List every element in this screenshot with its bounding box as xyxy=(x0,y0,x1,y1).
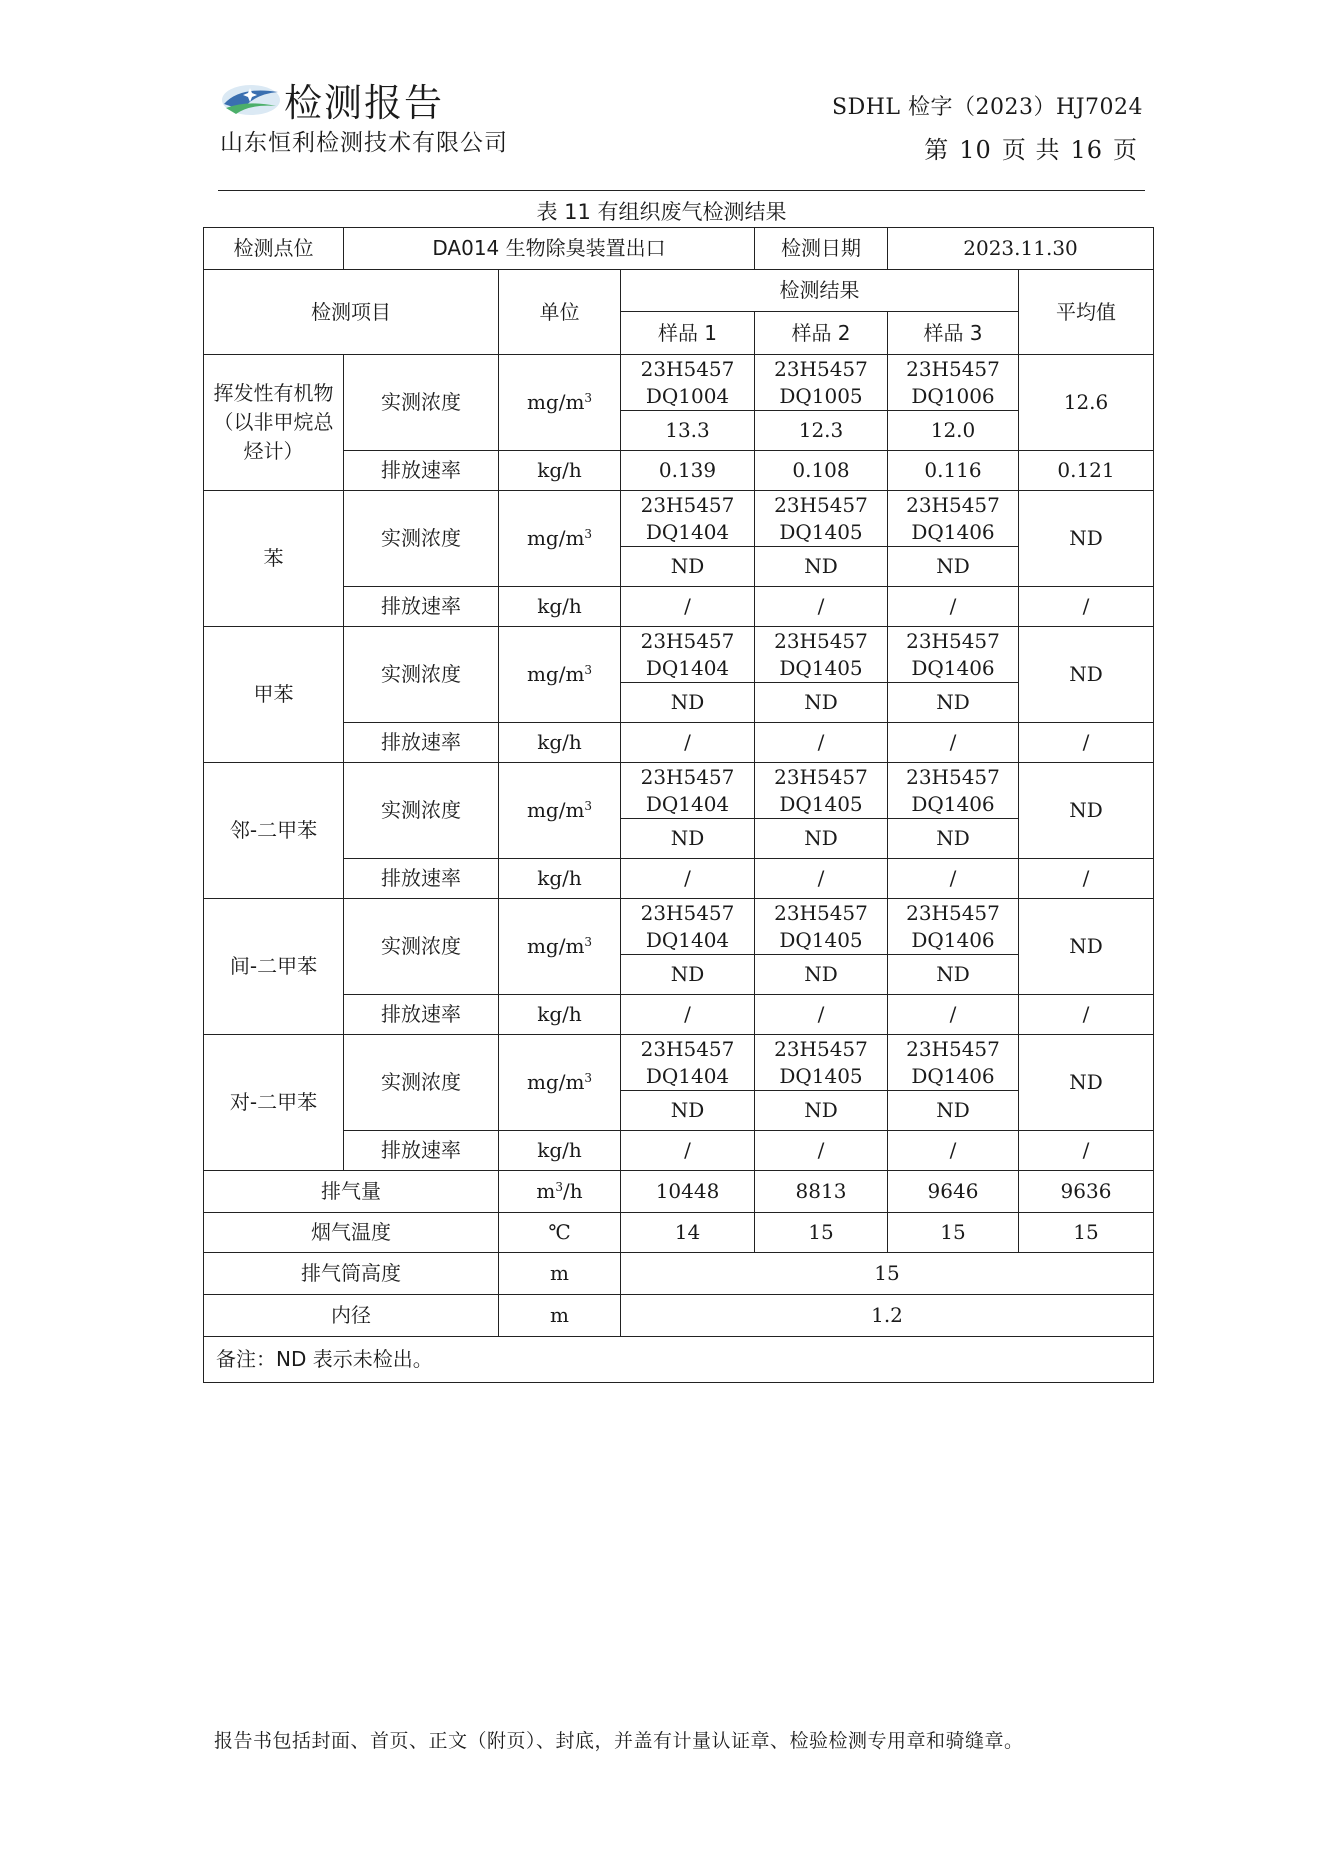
conc-average: ND xyxy=(1019,1035,1154,1131)
substance-code-row xyxy=(204,763,1154,819)
sample-code-2 xyxy=(755,627,888,683)
sample-code-line1: 23H5457 xyxy=(640,628,735,653)
sample-code-line1: 23H5457 xyxy=(906,764,1000,789)
results-table xyxy=(203,227,1154,1383)
rate-average: / xyxy=(1019,587,1154,627)
conc-value-2: ND xyxy=(755,955,888,995)
rate-value-2: / xyxy=(755,995,888,1035)
conc-value-3: ND xyxy=(888,547,1019,587)
conc-label: 实测浓度 xyxy=(344,627,499,723)
conc-average: ND xyxy=(1019,899,1154,995)
rate-average: / xyxy=(1019,995,1154,1035)
temperature-row xyxy=(204,1213,1154,1253)
rate-average: 0.121 xyxy=(1019,451,1154,491)
sample-code-line1: 23H5457 xyxy=(906,900,1000,925)
sample-code-line1: 23H5457 xyxy=(774,900,868,925)
sample-code-line1: 23H5457 xyxy=(906,1036,1000,1061)
conc-unit xyxy=(499,491,621,587)
substance-name: 对-二甲苯 xyxy=(204,1035,344,1171)
rate-unit: kg/h xyxy=(499,995,621,1035)
substance-name: 间-二甲苯 xyxy=(204,899,344,1035)
rate-value-1: / xyxy=(621,995,755,1035)
conc-average: ND xyxy=(1019,491,1154,587)
rate-value-1: / xyxy=(621,723,755,763)
conc-unit-base: mg/m xyxy=(526,1070,585,1094)
info-row xyxy=(204,228,1154,270)
exhaust-unit-base: m xyxy=(536,1179,556,1203)
rate-unit: kg/h xyxy=(499,723,621,763)
stack-height-unit: m xyxy=(499,1253,621,1295)
sample-code-line2: DQ1004 xyxy=(645,383,730,408)
page-current: 10 xyxy=(959,136,992,164)
conc-unit-sup: 3 xyxy=(584,1071,593,1085)
sample-code-line1: 23H5457 xyxy=(640,1036,735,1061)
sample-code-1 xyxy=(621,1035,755,1091)
stack-height-value: 15 xyxy=(621,1253,1154,1295)
sample-code-line1: 23H5457 xyxy=(640,356,735,381)
conc-value-2: ND xyxy=(755,547,888,587)
substance-name: 苯 xyxy=(204,491,344,627)
page-total: 16 xyxy=(1070,136,1103,164)
conc-value-3: ND xyxy=(888,1091,1019,1131)
rate-average: / xyxy=(1019,859,1154,899)
rate-value-2: / xyxy=(755,587,888,627)
rate-value-2: / xyxy=(755,1131,888,1171)
conc-unit xyxy=(499,899,621,995)
rate-label: 排放速率 xyxy=(344,995,499,1035)
sample-code-line2: DQ1406 xyxy=(911,519,995,544)
table-caption: 表 11 有组织废气检测结果 xyxy=(536,200,787,224)
rate-row xyxy=(204,859,1154,899)
rate-label: 排放速率 xyxy=(344,587,499,627)
inner-diameter-unit: m xyxy=(499,1295,621,1337)
sample-code-line2: DQ1404 xyxy=(645,927,730,952)
rate-value-3: 0.116 xyxy=(888,451,1019,491)
rate-value-3: / xyxy=(888,859,1019,899)
exhaust-unit xyxy=(499,1171,621,1213)
sample-code-line2: DQ1406 xyxy=(911,927,995,952)
results-table-body xyxy=(204,228,1154,1383)
date-label: 检测日期 xyxy=(755,228,888,270)
page-suffix: 页 xyxy=(1113,136,1138,164)
sample-header-3: 样品 3 xyxy=(888,312,1019,355)
sample-header-1: 样品 1 xyxy=(621,312,755,355)
conc-value-2: ND xyxy=(755,1091,888,1131)
temperature-value-1: 14 xyxy=(621,1213,755,1253)
conc-value-2: ND xyxy=(755,819,888,859)
rate-value-1: / xyxy=(621,1131,755,1171)
sample-code-line2: DQ1405 xyxy=(779,927,863,952)
conc-value-3: 12.0 xyxy=(888,411,1019,451)
stack-height-label: 排气筒高度 xyxy=(204,1253,499,1295)
sample-code-line1: 23H5457 xyxy=(640,900,735,925)
sample-code-line2: DQ1405 xyxy=(779,519,863,544)
sample-code-line2: DQ1406 xyxy=(911,655,995,680)
substance-name: 邻-二甲苯 xyxy=(204,763,344,899)
sample-code-line1: 23H5457 xyxy=(906,492,1000,517)
exhaust-average: 9636 xyxy=(1019,1171,1154,1213)
sample-code-line2: DQ1404 xyxy=(645,655,730,680)
substance-name: 甲苯 xyxy=(204,627,344,763)
sample-code-3 xyxy=(888,491,1019,547)
date-value: 2023.11.30 xyxy=(888,228,1154,270)
conc-value-3: ND xyxy=(888,683,1019,723)
sample-code-line1: 23H5457 xyxy=(906,628,1000,653)
unit-header: 单位 xyxy=(499,270,621,355)
conc-unit-base: mg/m xyxy=(526,662,585,686)
exhaust-value-1: 10448 xyxy=(621,1171,755,1213)
temperature-average: 15 xyxy=(1019,1213,1154,1253)
table-note: 备注：ND 表示未检出。 xyxy=(204,1337,1154,1383)
sample-code-1 xyxy=(621,763,755,819)
sample-code-1 xyxy=(621,899,755,955)
rate-value-1: 0.139 xyxy=(621,451,755,491)
result-header: 检测结果 xyxy=(621,270,1019,312)
temperature-label: 烟气温度 xyxy=(204,1213,499,1253)
sample-code-2 xyxy=(755,1035,888,1091)
rate-value-1: / xyxy=(621,859,755,899)
inner-diameter-label: 内径 xyxy=(204,1295,499,1337)
substance-name: 挥发性有机物（以非甲烷总烃计） xyxy=(204,355,344,491)
inner-diameter-row xyxy=(204,1295,1154,1337)
exhaust-unit-sup: 3 xyxy=(555,1180,563,1194)
conc-value-1: ND xyxy=(621,683,755,723)
rate-value-1: / xyxy=(621,587,755,627)
sample-code-line1: 23H5457 xyxy=(774,1036,868,1061)
conc-unit-sup: 3 xyxy=(584,663,593,677)
rate-unit: kg/h xyxy=(499,451,621,491)
sample-code-3 xyxy=(888,899,1019,955)
conc-average: 12.6 xyxy=(1019,355,1154,451)
sample-code-3 xyxy=(888,1035,1019,1091)
conc-value-2: ND xyxy=(755,683,888,723)
rate-average: / xyxy=(1019,1131,1154,1171)
sample-code-line1: 23H5457 xyxy=(774,356,868,381)
point-value: DA014 生物除臭装置出口 xyxy=(344,228,755,270)
exhaust-value-2: 8813 xyxy=(755,1171,888,1213)
rate-value-2: / xyxy=(755,859,888,899)
sample-code-2 xyxy=(755,355,888,411)
stack-height-row xyxy=(204,1253,1154,1295)
sample-code-line1: 23H5457 xyxy=(774,628,868,653)
rate-unit: kg/h xyxy=(499,859,621,899)
conc-unit-sup: 3 xyxy=(584,935,593,949)
page-mid: 页 共 xyxy=(1001,136,1061,164)
rate-value-3: / xyxy=(888,1131,1019,1171)
rate-row xyxy=(204,995,1154,1035)
page-prefix: 第 xyxy=(924,136,950,164)
rate-unit: kg/h xyxy=(499,1131,621,1171)
sample-code-line2: DQ1404 xyxy=(645,791,730,816)
sample-code-line2: DQ1405 xyxy=(779,1063,863,1088)
conc-value-1: ND xyxy=(621,955,755,995)
report-type-title: 检测报告 xyxy=(284,81,445,125)
conc-value-3: ND xyxy=(888,819,1019,859)
report-number: SDHL 检字（2023）HJ7024 xyxy=(832,95,1143,120)
conc-value-1: ND xyxy=(621,547,755,587)
conc-unit xyxy=(499,627,621,723)
conc-value-1: 13.3 xyxy=(621,411,755,451)
substance-code-row xyxy=(204,627,1154,683)
header-divider xyxy=(218,190,1145,191)
company-logo-icon xyxy=(220,80,282,120)
sample-code-line2: DQ1406 xyxy=(911,791,995,816)
conc-value-2: 12.3 xyxy=(755,411,888,451)
sample-code-1 xyxy=(621,627,755,683)
conc-unit-base: mg/m xyxy=(526,526,585,550)
conc-unit-sup: 3 xyxy=(584,527,593,541)
sample-code-line2: DQ1006 xyxy=(911,383,995,408)
sample-code-line1: 23H5457 xyxy=(906,356,1000,381)
rate-label: 排放速率 xyxy=(344,451,499,491)
sample-code-line2: DQ1405 xyxy=(779,655,863,680)
conc-average: ND xyxy=(1019,627,1154,723)
rate-label: 排放速率 xyxy=(344,723,499,763)
sample-code-line2: DQ1405 xyxy=(779,791,863,816)
sample-code-line2: DQ1005 xyxy=(779,383,863,408)
substance-code-row xyxy=(204,355,1154,411)
conc-unit xyxy=(499,763,621,859)
page-indicator xyxy=(919,130,1143,165)
exhaust-label: 排气量 xyxy=(204,1171,499,1213)
conc-value-3: ND xyxy=(888,955,1019,995)
logo xyxy=(220,72,444,127)
conc-unit-base: mg/m xyxy=(526,390,585,414)
exhaust-row xyxy=(204,1171,1154,1213)
sample-code-line2: DQ1406 xyxy=(911,1063,995,1088)
rate-row xyxy=(204,587,1154,627)
substance-code-row xyxy=(204,491,1154,547)
exhaust-value-3: 9646 xyxy=(888,1171,1019,1213)
conc-label: 实测浓度 xyxy=(344,1035,499,1131)
rate-value-3: / xyxy=(888,587,1019,627)
sample-code-3 xyxy=(888,763,1019,819)
rate-unit: kg/h xyxy=(499,587,621,627)
rate-label: 排放速率 xyxy=(344,859,499,899)
conc-unit-base: mg/m xyxy=(526,798,585,822)
conc-unit xyxy=(499,355,621,451)
substance-code-row xyxy=(204,899,1154,955)
sample-code-2 xyxy=(755,763,888,819)
sample-code-1 xyxy=(621,491,755,547)
point-label: 检测点位 xyxy=(204,228,344,270)
conc-unit-sup: 3 xyxy=(584,799,593,813)
rate-value-3: / xyxy=(888,995,1019,1035)
sample-code-2 xyxy=(755,899,888,955)
conc-unit xyxy=(499,1035,621,1131)
rate-value-2: 0.108 xyxy=(755,451,888,491)
rate-row xyxy=(204,451,1154,491)
conc-label: 实测浓度 xyxy=(344,899,499,995)
sample-code-line2: DQ1404 xyxy=(645,519,730,544)
substance-code-row xyxy=(204,1035,1154,1091)
conc-value-1: ND xyxy=(621,1091,755,1131)
exhaust-unit-suffix: /h xyxy=(562,1179,583,1203)
conc-average: ND xyxy=(1019,763,1154,859)
inner-diameter-value: 1.2 xyxy=(621,1295,1154,1337)
sample-code-line1: 23H5457 xyxy=(774,492,868,517)
rate-average: / xyxy=(1019,723,1154,763)
conc-label: 实测浓度 xyxy=(344,355,499,451)
conc-label: 实测浓度 xyxy=(344,763,499,859)
rate-value-3: / xyxy=(888,723,1019,763)
sample-code-1 xyxy=(621,355,755,411)
sample-code-line1: 23H5457 xyxy=(774,764,868,789)
conc-unit-sup: 3 xyxy=(584,391,593,405)
rate-row xyxy=(204,1131,1154,1171)
conc-label: 实测浓度 xyxy=(344,491,499,587)
sample-header-2: 样品 2 xyxy=(755,312,888,355)
header-row xyxy=(204,270,1154,312)
conc-value-1: ND xyxy=(621,819,755,859)
temperature-value-2: 15 xyxy=(755,1213,888,1253)
rate-label: 排放速率 xyxy=(344,1131,499,1171)
sample-code-3 xyxy=(888,355,1019,411)
temperature-value-3: 15 xyxy=(888,1213,1019,1253)
footer-note: 报告书包括封面、首页、正文（附页）、封底，并盖有计量认证章、检验检测专用章和骑缝章。 xyxy=(214,1730,1024,1752)
rate-value-2: / xyxy=(755,723,888,763)
note-row xyxy=(204,1337,1154,1383)
avg-header: 平均值 xyxy=(1019,270,1154,355)
sample-code-line2: DQ1404 xyxy=(645,1063,730,1088)
temperature-unit: ℃ xyxy=(499,1213,621,1253)
sample-code-line1: 23H5457 xyxy=(640,492,735,517)
sample-code-line1: 23H5457 xyxy=(640,764,735,789)
conc-unit-base: mg/m xyxy=(526,934,585,958)
item-header: 检测项目 xyxy=(204,270,499,355)
rate-row xyxy=(204,723,1154,763)
company-name: 山东恒利检测技术有限公司 xyxy=(220,130,508,156)
sample-code-2 xyxy=(755,491,888,547)
sample-code-3 xyxy=(888,627,1019,683)
